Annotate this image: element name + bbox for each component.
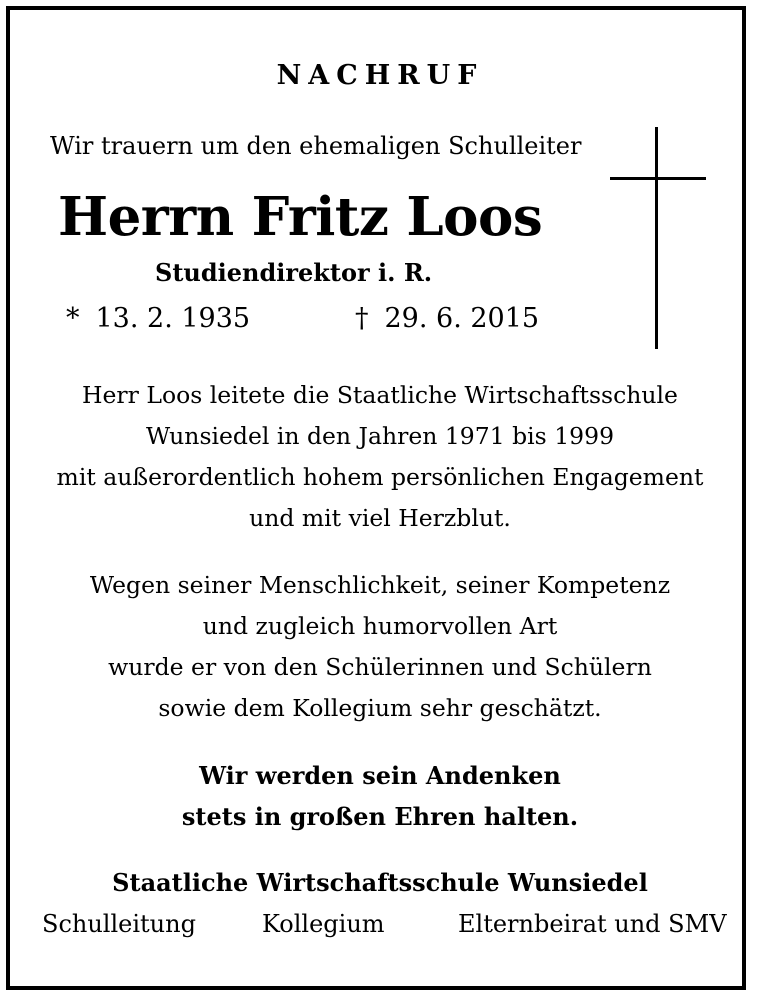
organization-name: Staatliche Wirtschaftsschule Wunsiedel xyxy=(112,868,648,897)
deceased-name: Herrn Fritz Loos xyxy=(58,186,543,248)
paragraph-line: wurde er von den Schülerinnen und Schülern xyxy=(108,653,652,681)
cross-vertical-bar xyxy=(655,127,658,349)
cross-horizontal-bar xyxy=(610,177,706,180)
signatory-school-management: Schulleitung xyxy=(42,910,196,938)
birth-star-icon: * xyxy=(66,303,80,334)
notice-heading: NACHRUF xyxy=(276,60,484,91)
paragraph-line: Herr Loos leitete die Staatliche Wirtschaftsschule xyxy=(82,381,678,409)
closing-line: stets in großen Ehren halten. xyxy=(181,802,579,831)
death-dagger-icon: † xyxy=(355,303,369,334)
birth-date: 13. 2. 1935 xyxy=(95,303,251,334)
intro-text: Wir trauern um den ehemaligen Schulleiter xyxy=(50,132,582,160)
paragraph-line: sowie dem Kollegium sehr geschätzt. xyxy=(158,694,602,722)
closing-statement xyxy=(0,755,760,837)
paragraph-line: mit außerordentlich hohem persönlichen Engagement xyxy=(56,463,704,491)
closing-line: Wir werden sein Andenken xyxy=(199,761,561,790)
death-date: 29. 6. 2015 xyxy=(384,303,540,334)
death-line xyxy=(355,303,539,334)
signatory-staff: Kollegium xyxy=(262,910,385,938)
signatory-parents-council: Elternbeirat und SMV xyxy=(458,910,727,938)
paragraph-line: Wegen seiner Menschlichkeit, seiner Kompetenz xyxy=(89,571,671,599)
paragraph-line: Wunsiedel in den Jahren 1971 bis 1999 xyxy=(145,422,615,450)
deceased-title: Studiendirektor i. R. xyxy=(155,258,433,287)
birth-line xyxy=(66,303,250,334)
paragraph-character xyxy=(0,565,760,729)
paragraph-line: und zugleich humorvollen Art xyxy=(202,612,558,640)
paragraph-career xyxy=(0,375,760,539)
paragraph-line: und mit viel Herzblut. xyxy=(249,504,511,532)
